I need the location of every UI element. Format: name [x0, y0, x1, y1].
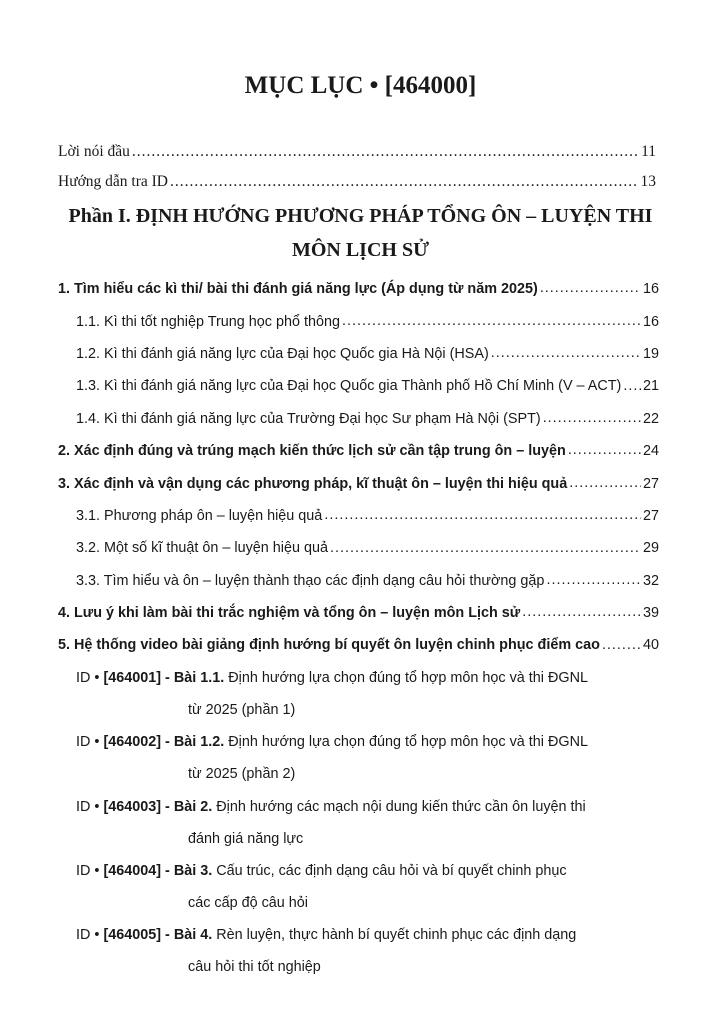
video-entry[interactable] [58, 855, 659, 919]
toc-page: 19 [642, 345, 659, 362]
toc-page: 21 [642, 378, 659, 395]
toc-page: 27 [642, 507, 659, 524]
part-heading-line2: MÔN LỊCH SỬ [291, 239, 430, 261]
toc-label: 3.2. Một số kĩ thuật ôn – luyện hiệu quả [76, 540, 329, 557]
toc-label: 5. Hệ thống video bài giảng định hướng bí quyết ôn luyện chinh phục điểm cao [58, 637, 600, 654]
id-prefix: ID • [76, 669, 100, 686]
toc-list [58, 273, 659, 984]
toc-front-item[interactable] [58, 142, 656, 167]
video-entry[interactable] [58, 790, 659, 854]
id-prefix: ID • [76, 927, 100, 944]
dot-leader [623, 378, 641, 403]
toc-entry[interactable] [58, 338, 659, 370]
toc-page: 29 [642, 540, 659, 557]
dot-leader [324, 507, 641, 532]
toc-label: 1. Tìm hiểu các kì thi/ bài thi đánh giá năng lực (Áp dụng từ năm 2025) [58, 281, 538, 298]
id-prefix: ID • [76, 734, 100, 751]
toc-page: 13 [640, 173, 656, 190]
toc-label: 1.2. Kì thi đánh giá năng lực của Đại học Quốc gia Hà Nội (HSA) [76, 345, 489, 362]
toc-label: 1.3. Kì thi đánh giá năng lực của Đại học Quốc gia Thành phố Hồ Chí Minh (V – ACT) [76, 378, 622, 395]
toc-page: 16 [642, 281, 659, 298]
video-id: [464002] - Bài 1.2. [103, 734, 225, 751]
dot-leader [568, 442, 641, 467]
toc-entry[interactable] [58, 403, 659, 435]
video-title: Định hướng các mạch nội dung kiến thức cần ôn luyện thi [212, 798, 586, 815]
dot-leader [540, 280, 641, 305]
toc-entry[interactable] [58, 435, 659, 467]
page-title: MỤC LỤC • [464000] [244, 72, 477, 99]
toc-label: 3.1. Phương pháp ôn – luyện hiệu quả [76, 507, 323, 524]
dot-leader [330, 540, 641, 565]
video-title: Định hướng lựa chọn đúng tổ hợp môn học và thi ĐGNL [224, 669, 588, 686]
dot-leader [342, 313, 641, 338]
toc-entry[interactable] [58, 532, 659, 564]
toc-entry[interactable] [58, 565, 659, 597]
toc-label: 1.4. Kì thi đánh giá năng lực của Trường Đại học Sư phạm Hà Nội (SPT) [76, 410, 541, 427]
toc-entry[interactable] [58, 273, 659, 305]
toc-entry[interactable] [58, 500, 659, 532]
video-title: Cấu trúc, các định dạng câu hỏi và bí quyết chinh phục [212, 862, 567, 879]
toc-entry[interactable] [58, 597, 659, 629]
toc-label: 3. Xác định và vận dụng các phương pháp, kĩ thuật ôn – luyện thi hiệu quả [58, 475, 568, 492]
toc-page: 16 [642, 313, 659, 330]
toc-front-item[interactable] [58, 172, 656, 197]
toc-label: 3.3. Tìm hiểu và ôn – luyện thành thạo các định dạng câu hỏi thường gặp [76, 572, 545, 589]
toc-label: Hướng dẫn tra ID [58, 173, 168, 190]
video-title-cont: từ 2025 (phần 2) [188, 766, 296, 783]
toc-entry[interactable] [58, 629, 659, 661]
toc-page: 11 [641, 143, 656, 160]
video-id: [464003] - Bài 2. [103, 798, 213, 815]
id-prefix: ID • [76, 798, 100, 815]
video-entry[interactable] [58, 662, 659, 726]
video-title-cont: từ 2025 (phần 1) [188, 701, 296, 718]
dot-leader [543, 410, 641, 435]
toc-page: 39 [642, 605, 659, 622]
dot-leader [569, 475, 641, 500]
toc-label: 2. Xác định đúng và trúng mạch kiến thức lịch sử cần tập trung ôn – luyện [58, 443, 566, 460]
dot-leader [491, 345, 641, 370]
dot-leader [546, 572, 641, 597]
video-title-cont: câu hỏi thi tốt nghiệp [188, 959, 321, 976]
video-title-cont: các cấp độ câu hỏi [188, 895, 309, 912]
video-title: Định hướng lựa chọn đúng tổ hợp môn học và thi ĐGNL [224, 734, 588, 751]
dot-leader [522, 604, 641, 629]
video-id: [464004] - Bài 3. [103, 862, 213, 879]
video-entry[interactable] [58, 919, 659, 983]
video-entry[interactable] [58, 726, 659, 790]
toc-label: 4. Lưu ý khi làm bài thi trắc nghiệm và tổng ôn – luyện môn Lịch sử [58, 605, 521, 622]
video-title: Rèn luyện, thực hành bí quyết chinh phục các định dạng [212, 927, 577, 944]
toc-page: 32 [642, 572, 659, 589]
toc-page: 24 [642, 443, 659, 460]
toc-page: 27 [642, 475, 659, 492]
video-id: [464005] - Bài 4. [103, 927, 213, 944]
dot-leader [602, 637, 641, 662]
toc-entry[interactable] [58, 467, 659, 499]
toc-label: Lời nói đầu [58, 143, 130, 160]
toc-entry[interactable] [58, 305, 659, 337]
video-title-cont: đánh giá năng lực [188, 830, 304, 847]
toc-entry[interactable] [58, 370, 659, 402]
toc-page: 40 [642, 637, 659, 654]
part-heading: Phần I. ĐỊNH HƯỚNG PHƯƠNG PHÁP TỔNG ÔN – LUYỆN THI [68, 205, 653, 227]
toc-page: 22 [642, 410, 659, 427]
video-id: [464001] - Bài 1.1. [103, 669, 225, 686]
dot-leader [132, 142, 639, 167]
toc-label: 1.1. Kì thi tốt nghiệp Trung học phổ thông [76, 313, 341, 330]
id-prefix: ID • [76, 862, 100, 879]
dot-leader [170, 172, 639, 197]
